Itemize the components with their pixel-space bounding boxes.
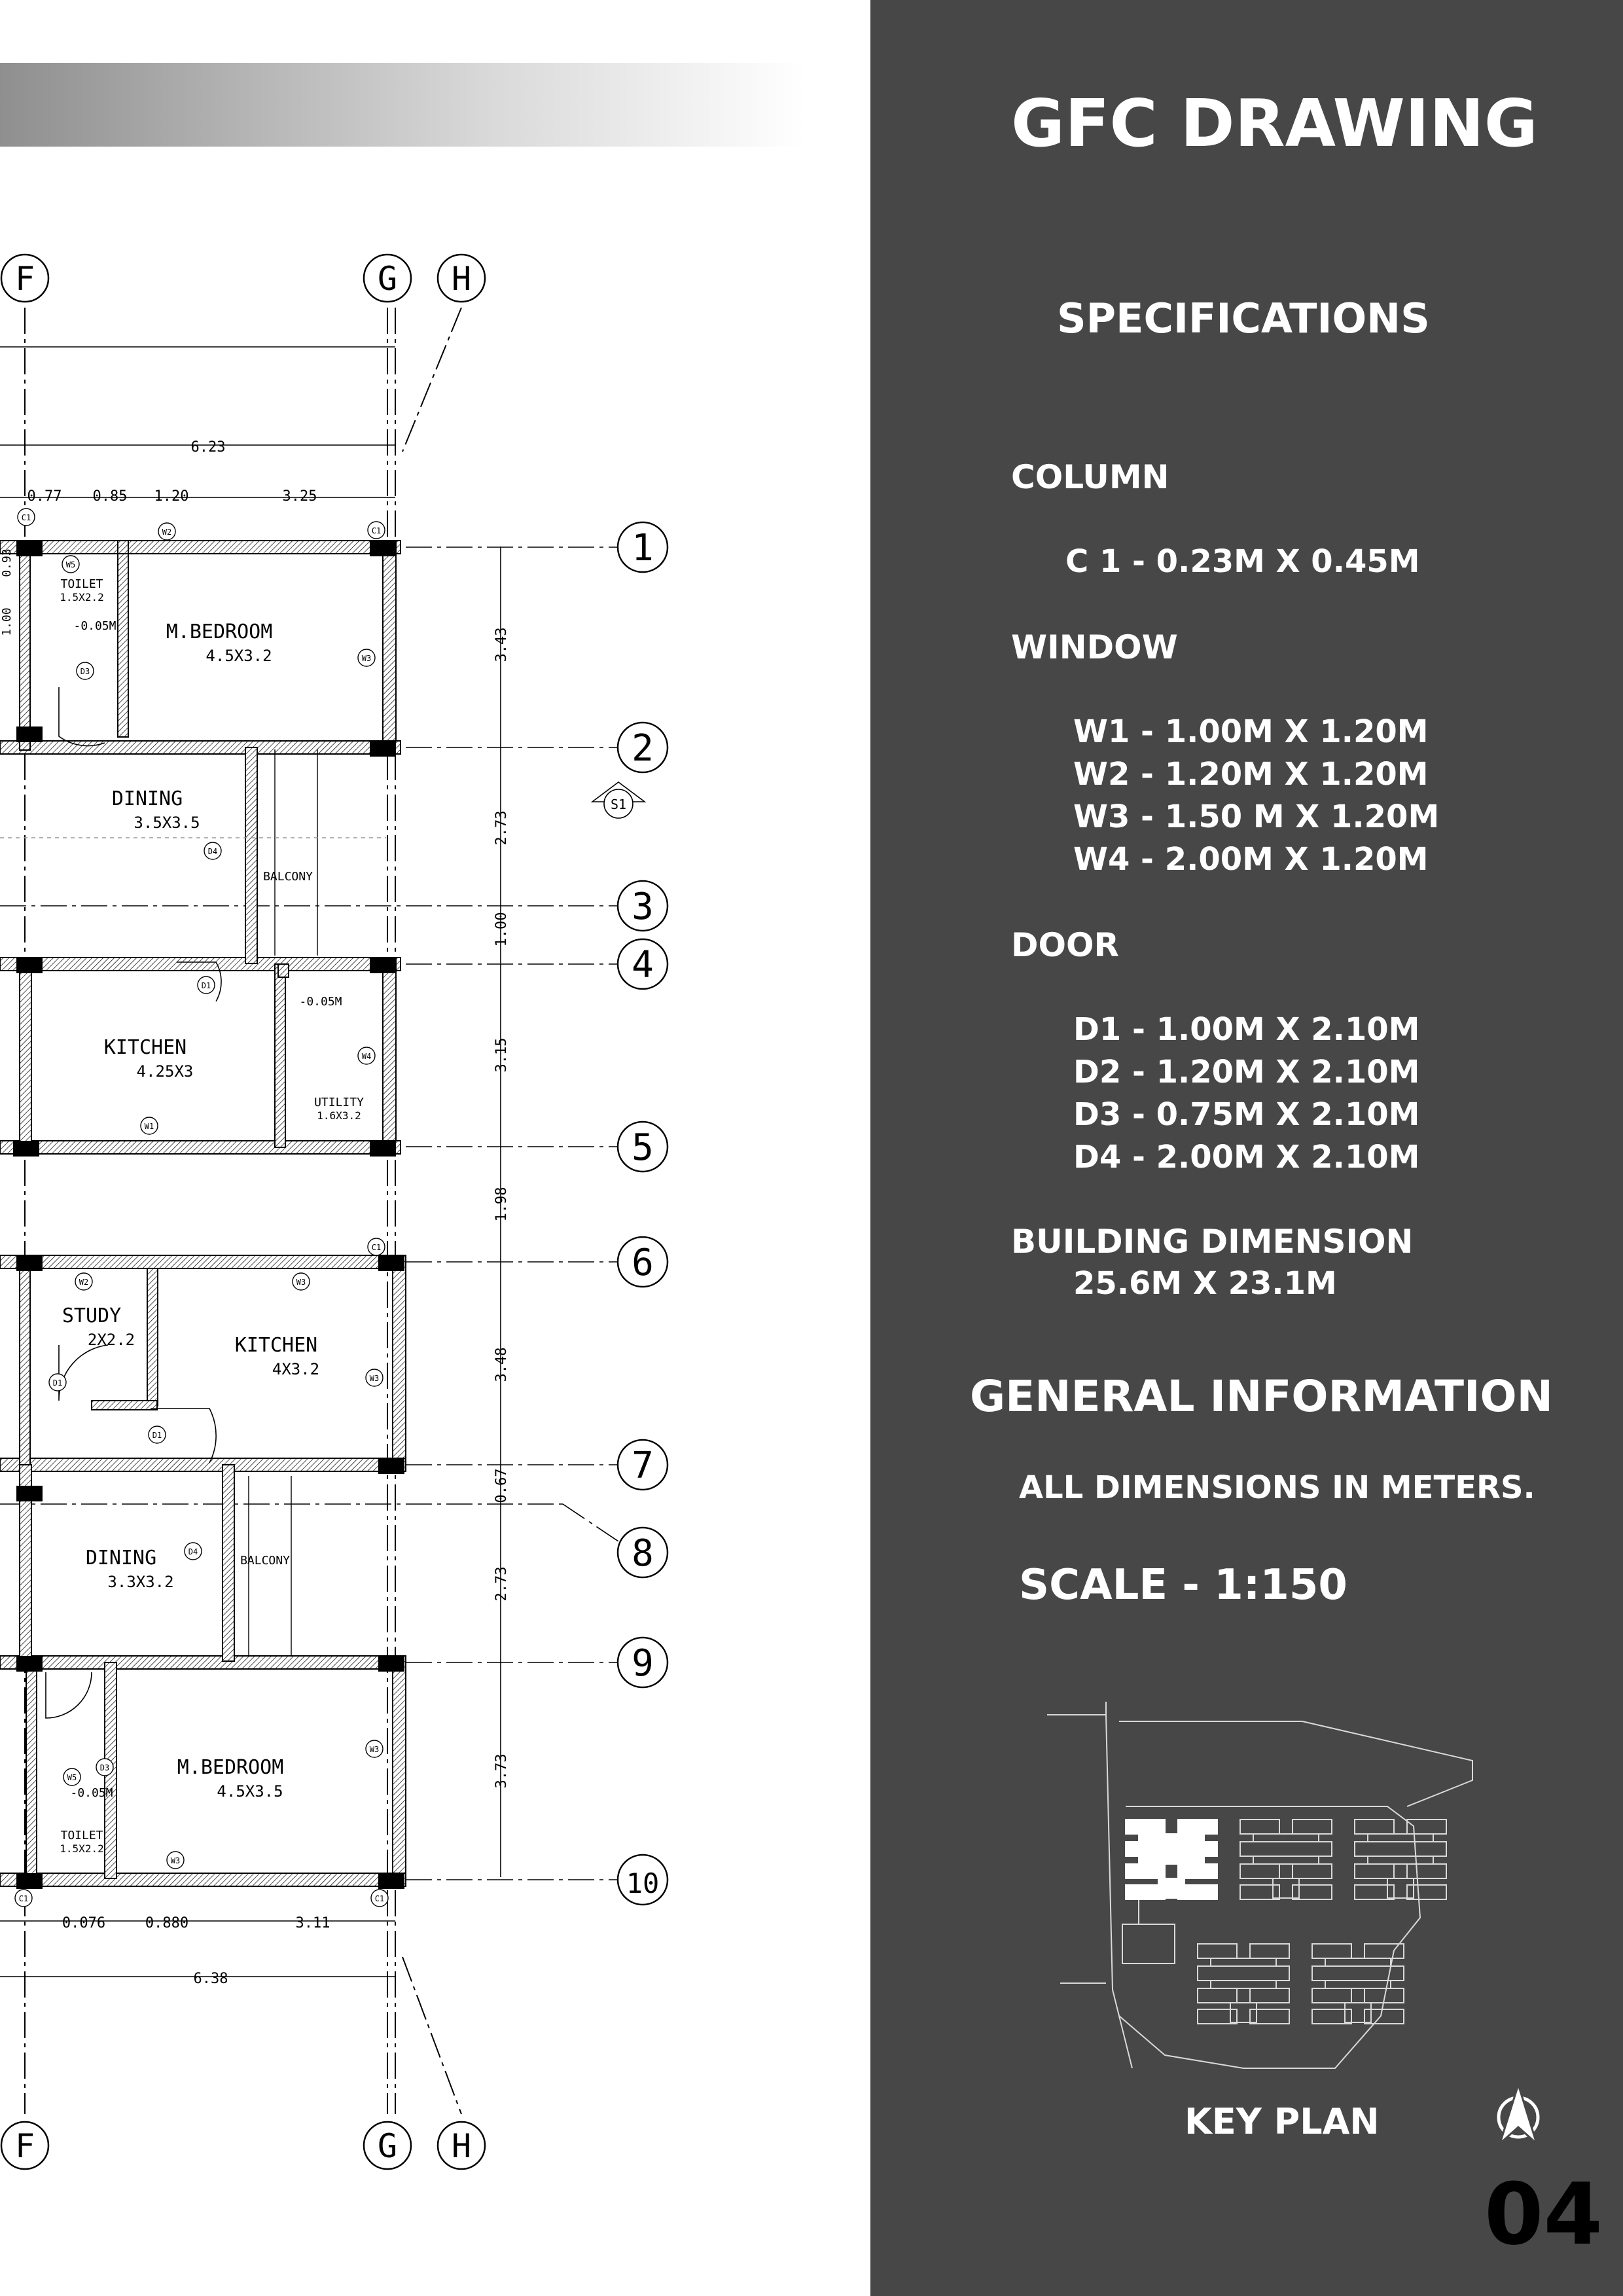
column-item: C 1 - 0.23M X 0.45M — [1065, 543, 1420, 580]
row-grid-bubbles — [618, 522, 668, 1905]
specifications-heading: SPECIFICATIONS — [1057, 295, 1430, 342]
svg-text:DINING: DINING — [111, 787, 183, 810]
svg-text:9: 9 — [632, 1642, 654, 1685]
drawing-title: GFC DRAWING — [1011, 85, 1538, 162]
dimension-text: 0.85 — [92, 488, 128, 505]
room-label — [112, 787, 200, 832]
svg-text:H: H — [451, 260, 472, 298]
dimension-text: 2.73 — [493, 810, 510, 846]
tag-w3 — [366, 1740, 383, 1757]
tag-w3 — [167, 1852, 184, 1869]
svg-text:G: G — [377, 260, 398, 298]
svg-text:1.5X2.2: 1.5X2.2 — [60, 1842, 104, 1855]
svg-text:W5: W5 — [67, 1773, 77, 1782]
grid-bubble-g — [364, 255, 411, 302]
level-mark: -0.05M — [73, 619, 116, 633]
room-label — [60, 1829, 103, 1855]
tag-w1 — [141, 1117, 158, 1134]
dimension-text: 3.25 — [282, 488, 317, 505]
svg-text:W3: W3 — [361, 654, 372, 663]
key-plan-diagram — [1047, 1702, 1479, 2081]
page-number: 04 — [1484, 2164, 1603, 2264]
svg-text:W2: W2 — [79, 1278, 89, 1287]
svg-text:2X2.2: 2X2.2 — [87, 1331, 135, 1349]
tag-d3 — [96, 1759, 113, 1776]
dimension-text: 1.00 — [0, 607, 14, 636]
grid-bubble-h — [438, 255, 485, 302]
svg-text:C1: C1 — [371, 1243, 382, 1252]
svg-text:KITCHEN: KITCHEN — [103, 1036, 187, 1059]
svg-text:W1: W1 — [144, 1122, 154, 1131]
grid-bubble-3 — [618, 881, 668, 931]
svg-text:3.3X3.2: 3.3X3.2 — [107, 1573, 174, 1591]
svg-text:D3: D3 — [99, 1763, 110, 1772]
level-mark: -0.05M — [70, 1786, 113, 1800]
svg-text:4.5X3.5: 4.5X3.5 — [217, 1782, 283, 1801]
grid-bubble-4 — [618, 939, 668, 989]
dimension-text: 1.98 — [493, 1187, 510, 1222]
grid-bubble-1 — [618, 522, 668, 572]
dimension-text: 0.076 — [62, 1915, 106, 1931]
room-label — [235, 1334, 319, 1378]
svg-text:W3: W3 — [369, 1745, 380, 1754]
svg-text:W2: W2 — [162, 528, 172, 537]
svg-text:C1: C1 — [374, 1894, 385, 1903]
svg-text:KITCHEN: KITCHEN — [234, 1334, 318, 1357]
tag-w2 — [158, 523, 175, 540]
room-label — [86, 1547, 174, 1591]
svg-text:C1: C1 — [18, 1894, 29, 1903]
grid-bubble-g — [364, 2122, 411, 2169]
dimension-text: 0.67 — [493, 1468, 510, 1503]
tag-w5 — [63, 1768, 80, 1785]
svg-text:4: 4 — [632, 944, 654, 986]
column-heading: COLUMN — [1011, 458, 1169, 496]
svg-text:5: 5 — [632, 1126, 654, 1169]
tag-c1 — [368, 522, 385, 539]
general-note: ALL DIMENSIONS IN METERS. — [1019, 1469, 1535, 1506]
building-dimension-heading: BUILDING DIMENSION — [1011, 1223, 1414, 1261]
scale-label: SCALE - 1:150 — [1019, 1561, 1347, 1609]
dimension-text: 3.11 — [295, 1915, 330, 1931]
grid-bubble-2 — [618, 723, 668, 772]
tag-c1 — [371, 1890, 388, 1907]
svg-text:TOILET: TOILET — [60, 577, 103, 591]
grid-bubble-10 — [618, 1855, 668, 1905]
key-plan-block — [1240, 1820, 1332, 1899]
key-plan-label: KEY PLAN — [1185, 2101, 1380, 2142]
door-item: D2 - 1.20M X 2.10M — [1073, 1054, 1420, 1090]
svg-text:W3: W3 — [296, 1278, 306, 1287]
tag-c1 — [18, 509, 35, 526]
grid-bubble-8 — [618, 1528, 668, 1577]
svg-text:10: 10 — [626, 1867, 660, 1899]
room-label — [177, 1756, 284, 1801]
tag-d1 — [198, 977, 215, 994]
svg-text:TOILET: TOILET — [60, 1829, 103, 1842]
svg-text:D1: D1 — [152, 1431, 162, 1440]
svg-text:F: F — [14, 260, 35, 298]
svg-text:F: F — [14, 2127, 35, 2165]
tag-w3 — [366, 1369, 383, 1386]
window-heading: WINDOW — [1011, 628, 1178, 666]
svg-text:G: G — [377, 2127, 398, 2165]
svg-text:C1: C1 — [371, 526, 382, 535]
tag-d1 — [49, 1374, 66, 1391]
svg-text:D4: D4 — [207, 847, 218, 856]
svg-text:4X3.2: 4X3.2 — [272, 1360, 320, 1378]
room-label — [263, 870, 313, 884]
north-arrow-icon — [1486, 2081, 1551, 2147]
room-label — [60, 577, 103, 603]
svg-text:3.5X3.5: 3.5X3.5 — [134, 814, 200, 832]
dimension-text: 6.23 — [190, 439, 226, 456]
dimension-text: 1.00 — [493, 912, 510, 947]
svg-text:C1: C1 — [21, 513, 31, 522]
svg-text:BALCONY: BALCONY — [240, 1554, 290, 1568]
svg-text:8: 8 — [632, 1532, 654, 1575]
dimension-text: 1.20 — [154, 488, 189, 505]
room-label — [104, 1036, 194, 1081]
window-item: W2 - 1.20M X 1.20M — [1073, 756, 1429, 793]
svg-text:W4: W4 — [361, 1052, 372, 1061]
window-item: W3 - 1.50 M X 1.20M — [1073, 798, 1440, 835]
svg-text:4.25X3: 4.25X3 — [136, 1062, 194, 1081]
svg-text:3: 3 — [632, 886, 654, 928]
grid-bubble-f — [1, 255, 48, 302]
svg-text:2: 2 — [632, 727, 654, 770]
svg-text:W3: W3 — [369, 1374, 380, 1383]
grid-bubble-6 — [618, 1237, 668, 1287]
door-item: D1 - 1.00M X 2.10M — [1073, 1011, 1420, 1048]
room-label — [240, 1554, 290, 1568]
door-heading: DOOR — [1011, 926, 1120, 964]
grid-bubble-7 — [618, 1440, 668, 1490]
tag-c1 — [368, 1238, 385, 1255]
key-plan-block — [1126, 1820, 1217, 1899]
door-item: D4 - 2.00M X 2.10M — [1073, 1139, 1420, 1175]
tag-c1 — [15, 1890, 32, 1907]
dimension-text: 0.77 — [27, 488, 62, 505]
svg-text:W5: W5 — [65, 560, 76, 569]
svg-text:D1: D1 — [52, 1378, 63, 1388]
tag-d4 — [185, 1543, 202, 1560]
svg-text:BALCONY: BALCONY — [263, 870, 313, 884]
svg-text:DINING: DINING — [85, 1547, 157, 1570]
tag-w5 — [62, 556, 79, 573]
svg-text:D1: D1 — [201, 981, 211, 990]
room-label — [314, 1096, 364, 1122]
tag-w2 — [75, 1273, 92, 1290]
dimension-text: 3.15 — [493, 1037, 510, 1073]
tag-d3 — [77, 662, 94, 679]
svg-text:D3: D3 — [80, 667, 90, 676]
section-mark-s1 — [592, 782, 645, 818]
general-information-heading: GENERAL INFORMATION — [970, 1371, 1553, 1422]
dimension-text: 3.73 — [493, 1753, 510, 1789]
window-item: W1 - 1.00M X 1.20M — [1073, 713, 1429, 750]
svg-text:4.5X3.2: 4.5X3.2 — [205, 647, 272, 665]
dimension-text: 3.43 — [493, 627, 510, 662]
element-tags — [15, 509, 388, 1907]
info-panel — [870, 0, 1623, 2296]
door-item: D3 - 0.75M X 2.10M — [1073, 1096, 1420, 1133]
dimension-text: 0.93 — [0, 548, 14, 577]
dimension-text: 6.38 — [193, 1971, 228, 1987]
svg-text:1.6X3.2: 1.6X3.2 — [317, 1109, 361, 1122]
svg-text:M.BEDROOM: M.BEDROOM — [166, 620, 273, 643]
key-plan-block — [1198, 1944, 1289, 2024]
svg-text:S1: S1 — [610, 797, 627, 812]
building-dimension-value: 25.6M X 23.1M — [1073, 1265, 1337, 1302]
dimension-text: 2.73 — [493, 1566, 510, 1602]
grid-bubble-9 — [618, 1638, 668, 1687]
window-item: W4 - 2.00M X 1.20M — [1073, 841, 1429, 878]
svg-text:1.5X2.2: 1.5X2.2 — [60, 591, 104, 603]
tag-w3 — [358, 649, 375, 666]
svg-text:6: 6 — [632, 1242, 654, 1284]
svg-text:7: 7 — [632, 1444, 654, 1487]
key-plan-block — [1312, 1944, 1404, 2024]
tag-w3 — [293, 1273, 310, 1290]
svg-text:W3: W3 — [170, 1856, 181, 1865]
key-plan-block — [1355, 1820, 1446, 1899]
level-mark: -0.05M — [299, 995, 342, 1009]
dimension-text: 3.48 — [493, 1347, 510, 1382]
svg-text:D4: D4 — [188, 1547, 198, 1556]
svg-text:H: H — [451, 2127, 472, 2165]
svg-text:M.BEDROOM: M.BEDROOM — [177, 1756, 284, 1779]
svg-text:STUDY: STUDY — [62, 1304, 122, 1327]
grid-bubble-h — [438, 2122, 485, 2169]
svg-text:UTILITY: UTILITY — [314, 1096, 364, 1109]
room-label — [62, 1304, 135, 1349]
tag-d4 — [204, 842, 221, 859]
room-label — [166, 620, 273, 665]
tag-w4 — [358, 1047, 375, 1064]
grid-bubble-5 — [618, 1122, 668, 1172]
grid-bubble-f — [1, 2122, 48, 2169]
svg-text:1: 1 — [632, 527, 654, 569]
tag-d1 — [149, 1426, 166, 1443]
dimension-text: 0.880 — [145, 1915, 189, 1931]
header-band — [0, 63, 805, 147]
